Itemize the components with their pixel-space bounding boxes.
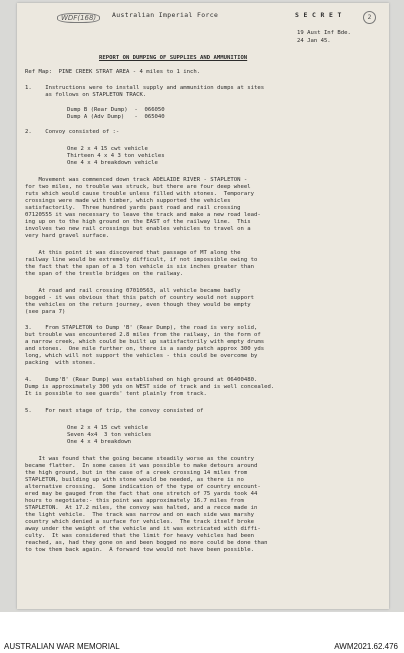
block4-line: STAPLETON, building up with stone would be needed, as there is no [25,477,244,483]
dump-b-entry: Dump B (Rear Dump) - 066050 [67,107,165,113]
block4-line: culty. It was considered that the limit for heavy vehicles had been [25,533,255,539]
block4-line: reached, as, had they gone on and been bogged no more could be done than [25,540,268,546]
block1-line: satisfactorily. Three hundred yards past road and rail crossing [25,205,241,211]
convoy-item: Thirteen 4 x 4 3 ton vehicles [67,153,165,159]
convoy-item: One 2 x 4 15 cwt vehicle [67,146,148,152]
block1-line: ing up on to the high ground on the EAST of the railway line. This [25,219,251,225]
block4-line: country which denied a surface for vehicles. The track itself broke [25,519,255,525]
block2-line: the fact that the span of a 3 ton vehicle is six inches greater than [25,264,255,270]
para5-heading: 5. For next stage of trip, the convoy consisted of [25,408,204,414]
block4-line: hours to negotiate:- this point was approximately 16.7 miles from [25,498,244,504]
block1-line: Movement was commenced down track ADELAIDE RIVER - STAPLETON - [25,177,248,183]
footer-bar [0,612,404,653]
para1-line: as follows on STAPLETON TRACK. [25,92,147,98]
block2-line: railway line would be extremely difficult, if not impossible owing to [25,257,258,263]
footer-reference: AWM2021.62.476 [334,642,398,651]
block4-line: It was found that the going became steadily worse as the country [25,456,255,462]
para3-line: and stones. One mile further on, there is a sandy patch approx 300 yds [25,346,265,352]
block4-line: ered may be gauged from the fact that one stretch of 75 yards took 44 [25,491,258,497]
para1-line: 1. Instructions were to install supply and ammunition dumps at sites [25,85,265,91]
block4-line: became flatter. In some cases it was possible to make detours around [25,463,258,469]
block1-line: crossings were made with timber, which supported the vehicles [25,198,231,204]
block3-line: bogged - it was obvious that this patch of country would not support [25,295,255,301]
block1-line: involves two new rail crossings but enables vehicles to travel on a [25,226,251,232]
document-title: REPORT ON DUMPING OF SUPPLIES AND AMMUNITION [99,55,248,61]
reference-map: Ref Map: PINE CREEK STRAT AREA - 4 miles to 1 inch. [25,69,201,75]
organisation-header: Australian Imperial Force [112,11,219,19]
block3-line: (see para 7) [25,309,66,315]
para3-line: packing with stones. [25,360,96,366]
convoy-item: One 2 x 4 15 cwt vehicle [67,425,148,431]
block4-line: alternative crossing. Some indication of the type of country encount- [25,484,261,490]
para2-heading: 2. Convoy consisted of :- [25,129,120,135]
para3-line: 3. From STAPLETON to Dump 'B' (Rear Dump), the road is very solid, [25,325,258,331]
para4-line: It is possible to see guards' tent plainly from track. [25,391,207,397]
block1-line: very hard gravel surface. [25,233,110,239]
page-number-circle: 2 [363,11,376,24]
dump-a-entry: Dump A (Adv Dump) - 065040 [67,114,165,120]
para4-line: 4. Dump'B' (Rear Dump) was established on high ground at 06400480. [25,377,258,383]
para3-line: long, which will not support the vehicles - this could be overcome by [25,353,258,359]
footer-source: AUSTRALIAN WAR MEMORIAL [4,642,120,651]
block2-line: At this point it was discovered that passage of MT along the [25,250,241,256]
block1-line: for two miles, no trouble was struck, but there are four deep wheel [25,184,251,190]
convoy-item: One 4 x 4 breakdown [67,439,131,445]
block4-line: to tow them back again. A forward tow would not have been possible. [25,547,255,553]
para3-line: a narrow creek, which could be built up satisfactorily with empty drums [25,339,265,345]
block3-line: At road and rail crossing 07010563, all vehicle became badly [25,288,241,294]
block3-line: the vehicles on the return journey, even though they would be empty [25,302,251,308]
unit-name: 19 Aust Inf Bde. [297,30,351,36]
para3-line: but trouble was encountered 2.8 miles from the railway, in the form of [25,332,261,338]
block4-line: STAPLETON. At 17.2 miles, the convoy was halted, and a recce made in [25,505,258,511]
block1-line: ruts which would cause trouble unless filled with stones. Temporary [25,191,255,197]
document-page [17,3,389,609]
block4-line: the light vehicle. The track was narrow and on each side was marshy [25,512,255,518]
handwritten-reference: WDF(168) [57,13,100,23]
convoy-item: Seven 4x4 3 ton vehicles [67,432,152,438]
block4-line: the high ground, but in the case of a creek crossing 14 miles from [25,470,248,476]
block1-line: 07120555 it was necessary to leave the track and make a new road lead- [25,212,261,218]
document-date: 24 Jan 45. [297,38,331,44]
block4-line: away under the weight of the vehicle and it was extricated with diffi- [25,526,261,532]
convoy-item: One 4 x 4 breakdown vehicle [67,160,158,166]
classification-secret: S E C R E T [295,11,342,19]
block2-line: the span of the trestle bridges on the railway. [25,271,184,277]
para4-line: Dump is approximately 300 yds on WEST side of track and is well concealed. [25,384,275,390]
